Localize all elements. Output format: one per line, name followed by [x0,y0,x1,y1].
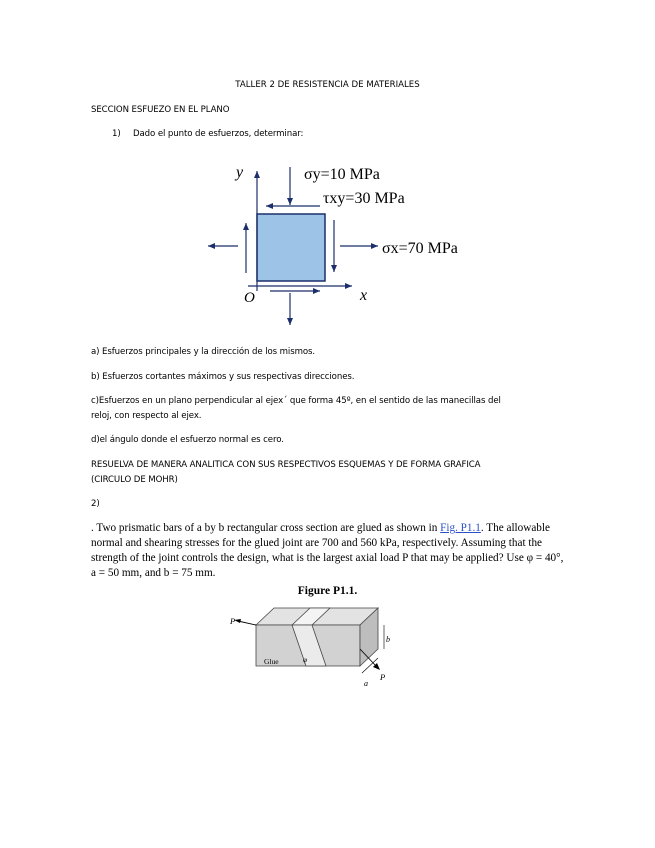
load-label-left: P [230,616,236,626]
problem2-text-prefix: . Two prismatic bars of a by b rectangular cross section are glued as shown in [91,522,441,534]
figure-title: Figure P1.1. [297,585,358,597]
sigma-y-label: σy=10 MPa [304,166,380,183]
item-c-line1: c)Esfuerzos en un plano perpendicular al ejex´ que forma 45º, en el sentido de las manecillas del [91,396,501,406]
stress-element-figure [200,155,480,330]
problem1-prompt: Dado el punto de esfuerzos, determinar: [133,129,304,139]
angle-label: φ [303,655,308,664]
stress-square [257,214,325,281]
problem2-text-suffix: . The allowable normal and shearing stresses for the glued joint are 700 and 560 kPa, respectively. Assuming that the strength of the joint controls the design, what is the largest axial load P that may be applied? Use φ = 40°, a = 50 mm, and b = 75 mm. [91,522,564,579]
tau-xy-label: τxy=30 MPa [323,190,405,207]
glue-label: Glue [264,657,279,666]
dim-b-label: b [386,635,390,644]
item-a: a) Esfuerzos principales y la dirección de los mismos. [91,347,316,357]
origin-label: O [244,290,255,306]
item-c-line2: reloj, con respecto al ejex. [91,411,202,421]
problem1-number: 1) [112,129,121,139]
item-b: b) Esfuerzos cortantes máximos y sus respectivas direcciones. [91,372,355,382]
instruction-line1: RESUELVA DE MANERA ANALITICA CON SUS RESPECTIVOS ESQUEMAS Y DE FORMA GRAFICA [91,460,481,470]
figure-link[interactable]: Fig. P1.1 [440,522,481,534]
item-d: d)el ángulo donde el esfuerzo normal es cero. [91,435,284,445]
sigma-x-label: σx=70 MPa [382,240,458,257]
y-axis-label: y [236,164,244,181]
x-axis-label: x [360,287,368,304]
problem2-statement [91,521,567,581]
document-title: TALLER 2 DE RESISTENCIA DE MATERIALES [235,80,420,90]
load-label-right: P [380,672,386,682]
glued-bars-figure [226,600,391,692]
dim-a-label: a [364,679,368,688]
section-heading: SECCION ESFUEZO EN EL PLANO [91,105,230,115]
problem2-number: 2) [91,499,100,509]
instruction-line2: (CIRCULO DE MOHR) [91,475,178,485]
